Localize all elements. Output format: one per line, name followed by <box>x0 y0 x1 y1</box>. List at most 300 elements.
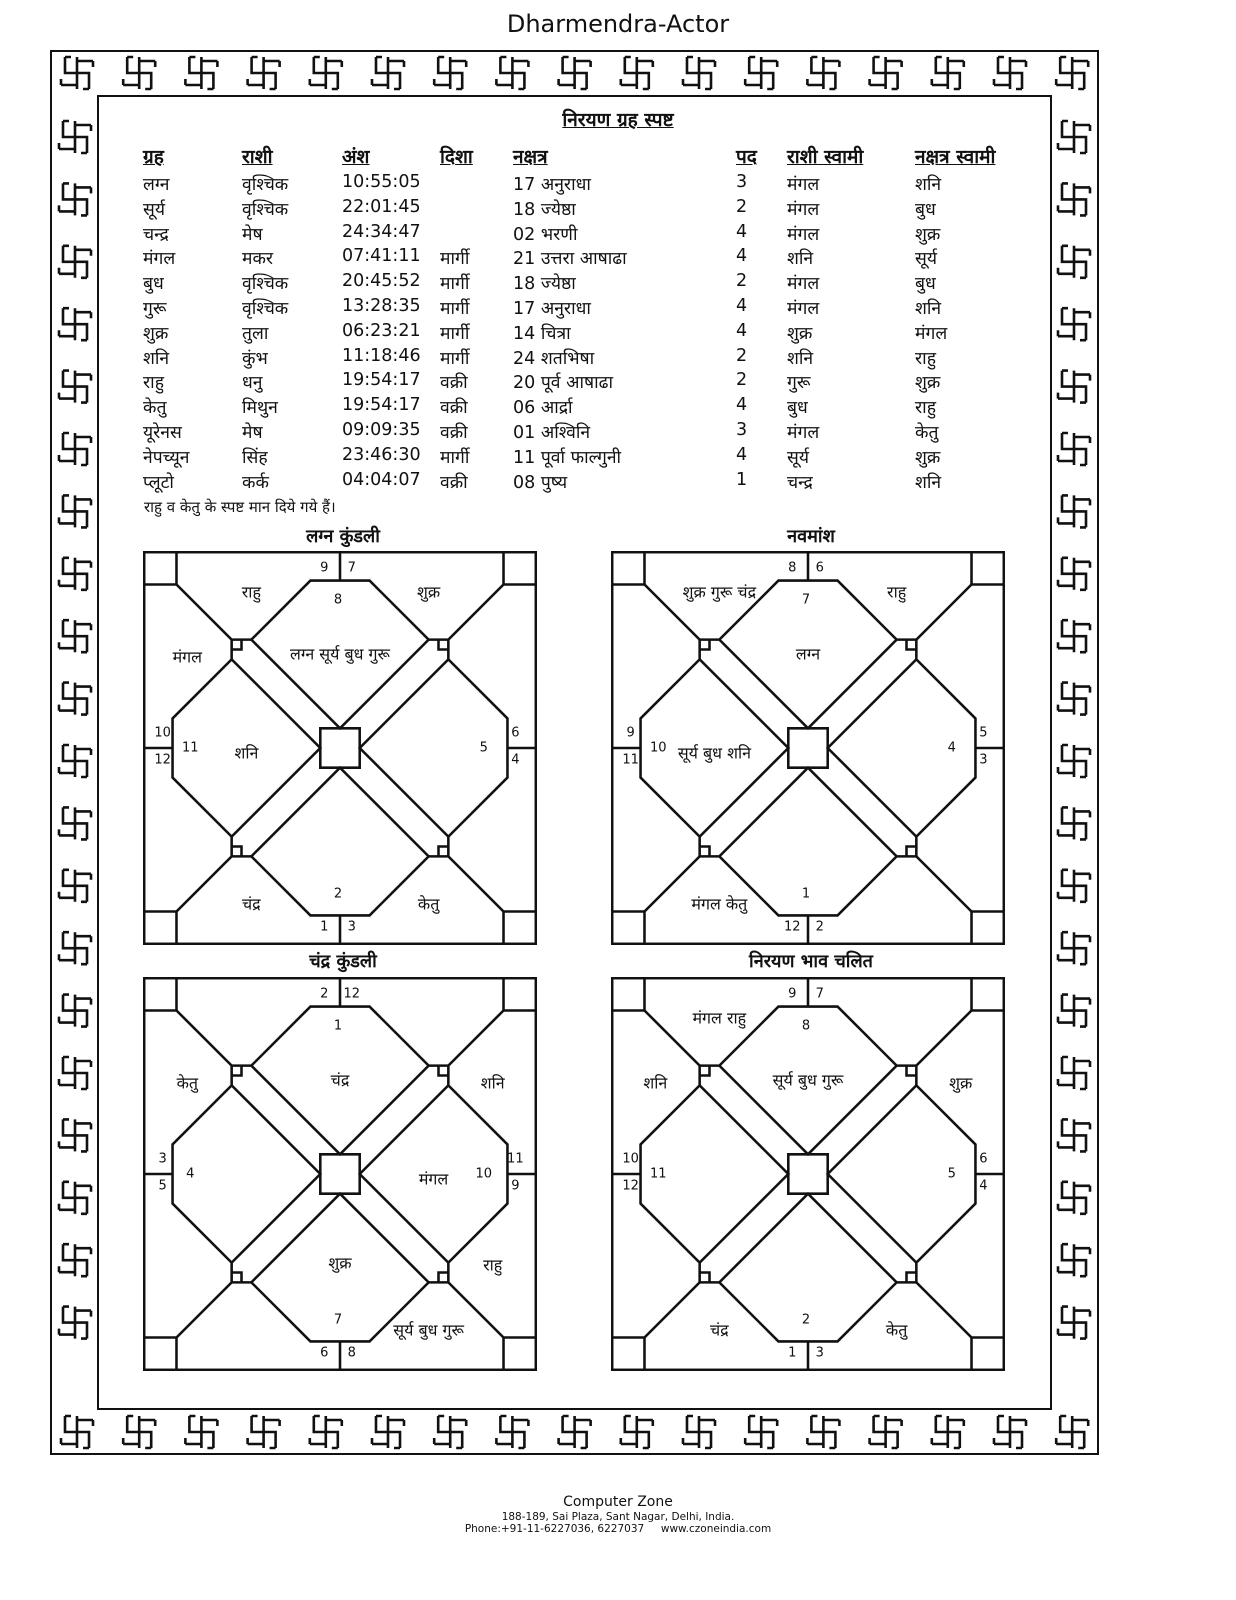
house-number: 8 <box>788 560 797 576</box>
chart-line <box>439 847 449 857</box>
swastika-icon <box>59 932 91 964</box>
table-cell: सूर्य <box>143 199 165 220</box>
table-cell: 04:04:07 <box>342 469 421 490</box>
house-planets: शुक्र <box>949 1073 973 1093</box>
table-header: अंश <box>342 146 370 168</box>
chart-line <box>719 768 896 857</box>
swastika-icon <box>59 1182 91 1214</box>
table-cell: 23:46:30 <box>342 444 421 465</box>
chart-line <box>611 912 644 945</box>
chart-line <box>916 856 971 911</box>
table-cell: 13:28:35 <box>342 296 421 316</box>
swastika-icon <box>61 57 93 89</box>
swastika-icon <box>1056 1416 1088 1448</box>
house-number: 2 <box>815 919 824 935</box>
table-cell: वक्री <box>440 423 468 443</box>
swastika-icon <box>1058 371 1090 403</box>
chart-line <box>320 748 340 768</box>
chart-line <box>448 1010 503 1065</box>
table-cell: शनि <box>915 299 942 319</box>
swastika-icon <box>59 495 91 527</box>
table-cell: प्लूटो <box>143 472 174 493</box>
house-number: 8 <box>347 1345 356 1361</box>
table-cell: शुक्र <box>787 323 813 344</box>
house-planets: शनि <box>480 1073 505 1093</box>
table-cell: मंगल <box>787 299 820 319</box>
table-cell: मेष <box>242 224 263 245</box>
swastika-icon <box>59 683 91 715</box>
chart-line <box>972 1338 1005 1371</box>
swastika-icon <box>185 1416 217 1448</box>
swastika-icon <box>434 1416 466 1448</box>
chart-line <box>504 551 537 584</box>
house-planets: शुक्र <box>417 582 441 602</box>
document-title: Dharmendra-Actor <box>506 10 730 38</box>
house-number: 12 <box>343 986 361 1002</box>
table-cell: 19:54:17 <box>342 370 421 391</box>
table-cell: मार्गी <box>440 323 470 344</box>
table-cell: 11:18:46 <box>342 345 421 366</box>
chart-line <box>143 912 176 945</box>
house-number: 10 <box>649 740 667 756</box>
kundli-chart <box>611 977 1011 1377</box>
table-cell: लग्न <box>143 175 170 195</box>
house-number: 9 <box>320 560 329 576</box>
table-cell: 09:09:35 <box>342 420 421 440</box>
table-header: नक्षत्र <box>513 146 548 168</box>
chart-line <box>719 1194 896 1283</box>
swastika-icon <box>745 57 777 89</box>
house-number: 8 <box>333 592 343 608</box>
table-cell: 20 पूर्व आषाढा <box>513 373 613 394</box>
table-cell: 14 चित्रा <box>513 323 571 344</box>
house-number: 9 <box>626 725 635 741</box>
house-number: 7 <box>801 592 811 608</box>
table-cell: 08 पुष्य <box>513 472 568 493</box>
footer <box>0 1494 1236 1536</box>
house-planets: लग्न <box>795 644 821 664</box>
swastika-icon <box>59 620 91 652</box>
table-cell: 2 <box>736 370 748 391</box>
swastika-icon <box>1058 1244 1090 1276</box>
swastika-icon <box>621 1416 653 1448</box>
swastika-icon <box>1058 870 1090 902</box>
house-number: 10 <box>622 1151 639 1167</box>
house-number: 5 <box>158 1178 167 1194</box>
chart-line <box>808 748 828 768</box>
house-number: 7 <box>333 1312 343 1328</box>
swastika-icon <box>59 1307 91 1339</box>
chart-line <box>176 1282 231 1337</box>
table-cell: वक्री <box>440 398 468 419</box>
table-cell: मेष <box>242 423 263 443</box>
swastika-icon <box>59 745 91 777</box>
table-cell: चन्द्र <box>787 472 813 493</box>
house-number: 5 <box>947 1166 956 1182</box>
table-cell: 01 अश्विनि <box>513 423 591 443</box>
table-cell: 02 भरणी <box>513 224 578 245</box>
table-cell: मंगल <box>787 199 820 220</box>
table-cell: मार्गी <box>440 249 470 270</box>
chart-line <box>340 1174 360 1194</box>
swastika-icon <box>870 57 902 89</box>
chart-line <box>700 847 710 857</box>
chart-line <box>828 1085 917 1262</box>
table-cell: शनि <box>915 175 942 195</box>
chart-line <box>700 640 710 650</box>
table-header: दिशा <box>440 146 473 168</box>
swastika-icon <box>1058 183 1090 215</box>
house-planets: चंद्र <box>330 1070 350 1090</box>
house-planets: मंगल <box>172 647 203 667</box>
chart-line <box>320 1154 340 1174</box>
swastika-icon <box>683 57 715 89</box>
house-number: 5 <box>979 725 988 741</box>
swastika-icon <box>559 1416 591 1448</box>
kundli-chart <box>143 551 543 951</box>
table-cell: गुरू <box>143 299 167 319</box>
table-cell: सिंह <box>242 447 268 468</box>
house-planets: लग्न सूर्य बुध गुरू <box>290 644 390 664</box>
swastika-icon <box>1058 433 1090 465</box>
chart-line <box>972 551 1005 584</box>
house-number: 5 <box>479 740 488 756</box>
house-planets: सूर्य बुध शनि <box>677 743 751 763</box>
chart-line <box>232 847 242 857</box>
house-planets: शुक्र गुरू चंद्र <box>682 582 757 602</box>
swastika-icon <box>870 1416 902 1448</box>
chart-line <box>320 728 340 748</box>
chart-line <box>972 912 1005 945</box>
kundli-chart <box>143 977 543 1377</box>
swastika-icon <box>59 995 91 1027</box>
house-number: 7 <box>815 986 824 1002</box>
swastika-icon <box>1058 1119 1090 1151</box>
house-number: 4 <box>947 740 956 756</box>
table-header: पद <box>736 146 757 168</box>
table-cell: मार्गी <box>440 299 470 319</box>
swastika-icon <box>59 371 91 403</box>
table-cell: 20:45:52 <box>342 271 421 292</box>
table-title: निरयण ग्रह स्पष्ट <box>562 109 674 131</box>
house-number: 3 <box>815 1345 824 1361</box>
table-cell: धनु <box>242 373 263 394</box>
chart-line <box>700 1085 789 1262</box>
house-number: 10 <box>154 725 171 741</box>
chart-title: चंद्र कुंडली <box>309 951 377 972</box>
chart-line <box>251 768 428 857</box>
table-cell: 4 <box>736 395 748 416</box>
table-cell: शनि <box>143 348 170 369</box>
swastika-icon <box>1058 1182 1090 1214</box>
house-number: 9 <box>788 986 797 1002</box>
swastika-icon <box>372 57 404 89</box>
swastika-icon <box>59 1244 91 1276</box>
house-planets: केतु <box>417 894 440 914</box>
table-cell: केतु <box>915 423 939 443</box>
swastika-icon <box>1056 57 1088 89</box>
house-planets: मंगल <box>418 1169 449 1189</box>
swastika-icon <box>310 1416 342 1448</box>
house-number: 11 <box>649 1166 667 1182</box>
table-cell: मंगल <box>787 224 820 245</box>
chart-line <box>788 728 808 748</box>
chart-line <box>808 728 828 748</box>
house-number: 1 <box>788 1345 797 1361</box>
swastika-icon <box>1058 1307 1090 1339</box>
chart-line <box>907 847 917 857</box>
table-cell: 11 पूर्वा फाल्गुनी <box>513 447 622 468</box>
house-number: 10 <box>475 1166 493 1182</box>
table-cell: केतु <box>143 398 167 419</box>
chart-line <box>143 551 176 584</box>
table-cell: वृश्चिक <box>242 175 289 195</box>
table-cell: शुक्र <box>915 224 941 245</box>
table-cell: 06 आर्द्रा <box>513 398 573 419</box>
swastika-icon <box>1058 308 1090 340</box>
table-cell: मिथुन <box>242 398 278 419</box>
house-number: 6 <box>979 1151 988 1167</box>
table-cell: 4 <box>736 296 748 316</box>
house-number: 6 <box>511 725 520 741</box>
chart-line <box>340 728 360 748</box>
swastika-icon <box>59 1057 91 1089</box>
table-cell: कुंभ <box>242 348 268 369</box>
table-cell: 10:55:05 <box>342 172 421 192</box>
table-cell: वृश्चिक <box>242 274 289 295</box>
table-cell: 18 ज्येष्ठा <box>513 199 576 220</box>
table-cell: 17 अनुराधा <box>513 299 591 319</box>
swastika-icon <box>1058 495 1090 527</box>
table-cell: यूरेनस <box>143 423 182 443</box>
table-cell: मंगल <box>915 323 948 344</box>
chart-line <box>907 1273 917 1283</box>
swastika-icon <box>1058 620 1090 652</box>
swastika-icon <box>496 1416 528 1448</box>
chart-line <box>828 659 917 836</box>
table-header: ग्रह <box>143 146 164 168</box>
house-number: 2 <box>801 1312 811 1328</box>
swastika-icon <box>59 246 91 278</box>
table-cell: बुध <box>787 398 808 419</box>
table-cell: बुध <box>915 199 936 220</box>
house-number: 11 <box>507 1151 524 1167</box>
house-planets: केतु <box>885 1320 908 1340</box>
house-planets: चंद्र <box>710 1320 729 1340</box>
house-number: 3 <box>158 1151 167 1167</box>
house-number: 1 <box>333 1018 343 1034</box>
chart-line <box>232 1085 321 1262</box>
table-cell: 4 <box>736 246 748 267</box>
footer-company: Computer Zone <box>563 1494 673 1510</box>
chart-line <box>611 1338 644 1371</box>
swastika-icon <box>994 1416 1026 1448</box>
chart-line <box>788 1154 808 1174</box>
swastika-icon <box>248 57 280 89</box>
house-planets: सूर्य बुध गुरू <box>393 1320 464 1340</box>
house-number: 4 <box>511 752 520 768</box>
chart-line <box>439 640 449 650</box>
house-number: 4 <box>979 1178 988 1194</box>
table-cell: 24:34:47 <box>342 221 421 242</box>
chart-line <box>340 748 360 768</box>
house-number: 3 <box>979 752 988 768</box>
table-note: राहु व केतु के स्पष्ट मान दिये गये हैं। <box>144 498 336 516</box>
table-cell: वक्री <box>440 472 468 493</box>
house-number: 8 <box>801 1018 811 1034</box>
house-planets: शुक्र <box>328 1253 352 1273</box>
swastika-icon <box>310 57 342 89</box>
swastika-icon <box>123 1416 155 1448</box>
table-cell: 22:01:45 <box>342 196 421 217</box>
table-cell: 4 <box>736 221 748 242</box>
footer-address: 188-189, Sai Plaza, Sant Nagar, Delhi, India. <box>501 1510 735 1523</box>
table-cell: 2 <box>736 271 748 292</box>
swastika-icon <box>807 1416 839 1448</box>
house-number: 7 <box>347 560 356 576</box>
table-cell: मार्गी <box>440 348 470 369</box>
chart-line <box>232 1273 242 1283</box>
chart-line <box>808 1154 828 1174</box>
table-cell: गुरू <box>787 373 811 394</box>
chart-line <box>907 640 917 650</box>
house-planets: चंद्र <box>242 894 261 914</box>
table-cell: 19:54:17 <box>342 395 421 416</box>
table-cell: वक्री <box>440 373 468 394</box>
table-cell: मंगल <box>787 175 820 195</box>
swastika-icon <box>59 807 91 839</box>
chart-line <box>340 1154 360 1174</box>
house-planets: राहु <box>241 582 261 602</box>
table-cell: मंगल <box>787 423 820 443</box>
table-cell: 3 <box>736 420 748 440</box>
table-header: नक्षत्र स्वामी <box>915 146 996 168</box>
swastika-icon <box>1058 683 1090 715</box>
swastika-icon <box>496 57 528 89</box>
house-planets: राहु <box>483 1255 503 1275</box>
house-number: 4 <box>186 1166 195 1182</box>
chart-title: नवमांश <box>787 526 835 547</box>
house-planets: शनि <box>234 743 259 763</box>
swastika-icon <box>61 1416 93 1448</box>
swastika-icon <box>807 57 839 89</box>
swastika-icon <box>59 870 91 902</box>
chart-line <box>504 1338 537 1371</box>
table-cell: 4 <box>736 444 748 465</box>
chart-line <box>788 748 808 768</box>
chart-line <box>788 1174 808 1194</box>
table-cell: सूर्य <box>915 249 937 270</box>
chart-line <box>700 1273 710 1283</box>
swastika-icon <box>248 1416 280 1448</box>
table-cell: शुक्र <box>143 323 169 344</box>
swastika-icon <box>59 1119 91 1151</box>
house-planets: शनि <box>643 1073 668 1093</box>
table-cell: शुक्र <box>915 373 941 394</box>
table-cell: शनि <box>915 472 942 493</box>
table-cell: मंगल <box>787 274 820 295</box>
footer-contact: Phone:+91-11-6227036, 6227037 www.czoneindia.com <box>464 1523 772 1536</box>
table-cell: शनि <box>787 348 814 369</box>
chart-line <box>143 1338 176 1371</box>
table-cell: 07:41:11 <box>342 246 421 267</box>
table-cell: सूर्य <box>787 447 809 468</box>
table-cell: 24 शतभिषा <box>513 348 595 369</box>
swastika-icon <box>372 1416 404 1448</box>
table-header: राशी स्वामी <box>787 146 864 168</box>
swastika-icon <box>932 57 964 89</box>
swastika-icon <box>559 57 591 89</box>
house-number: 11 <box>181 740 199 756</box>
table-cell: राहु <box>915 398 936 419</box>
table-cell: बुध <box>143 274 164 295</box>
swastika-icon <box>1058 558 1090 590</box>
house-number: 9 <box>511 1178 520 1194</box>
table-cell: वृश्चिक <box>242 199 289 220</box>
swastika-icon <box>59 183 91 215</box>
chart-line <box>504 977 537 1010</box>
table-cell: 18 ज्येष्ठा <box>513 274 576 295</box>
swastika-icon <box>1058 932 1090 964</box>
table-cell: शनि <box>787 249 814 270</box>
swastika-icon <box>932 1416 964 1448</box>
house-planets: केतु <box>176 1073 199 1093</box>
swastika-icon <box>1058 745 1090 777</box>
chart-line <box>176 1010 231 1065</box>
swastika-icon <box>1058 807 1090 839</box>
house-number: 12 <box>783 919 801 935</box>
table-cell: मार्गी <box>440 274 470 295</box>
house-number: 11 <box>622 752 639 768</box>
house-number: 2 <box>320 986 329 1002</box>
house-planets: सूर्य बुध गुरू <box>772 1070 844 1090</box>
table-cell: मंगल <box>143 249 176 270</box>
chart-line <box>611 977 644 1010</box>
house-planets: राहु <box>887 582 907 602</box>
swastika-icon <box>745 1416 777 1448</box>
swastika-icon <box>59 433 91 465</box>
swastika-icon <box>994 57 1026 89</box>
table-cell: 2 <box>736 345 748 366</box>
chart-line <box>360 659 449 836</box>
swastika-icon <box>621 57 653 89</box>
chart-line <box>916 1010 971 1065</box>
house-number: 2 <box>333 886 343 902</box>
house-number: 3 <box>347 919 356 935</box>
table-cell: शुक्र <box>915 447 941 468</box>
chart-line <box>143 977 176 1010</box>
chart-line <box>972 977 1005 1010</box>
table-cell: बुध <box>915 274 936 295</box>
table-cell: नेपच्यून <box>143 447 190 468</box>
swastika-icon <box>683 1416 715 1448</box>
swastika-icon <box>185 57 217 89</box>
table-cell: राहु <box>143 373 164 394</box>
table-header: राशी <box>242 146 273 168</box>
swastika-icon <box>59 558 91 590</box>
table-cell: मार्गी <box>440 447 470 468</box>
table-cell: 3 <box>736 172 748 192</box>
table-cell: वृश्चिक <box>242 299 289 319</box>
table-cell: राहु <box>915 348 936 369</box>
table-cell: तुला <box>242 323 269 344</box>
swastika-icon <box>1058 246 1090 278</box>
table-cell: कर्क <box>242 472 269 493</box>
swastika-icon <box>434 57 466 89</box>
table-cell: चन्द्र <box>143 224 169 245</box>
kundli-chart <box>611 551 1011 951</box>
chart-title: निरयण भाव चलित <box>749 951 873 972</box>
